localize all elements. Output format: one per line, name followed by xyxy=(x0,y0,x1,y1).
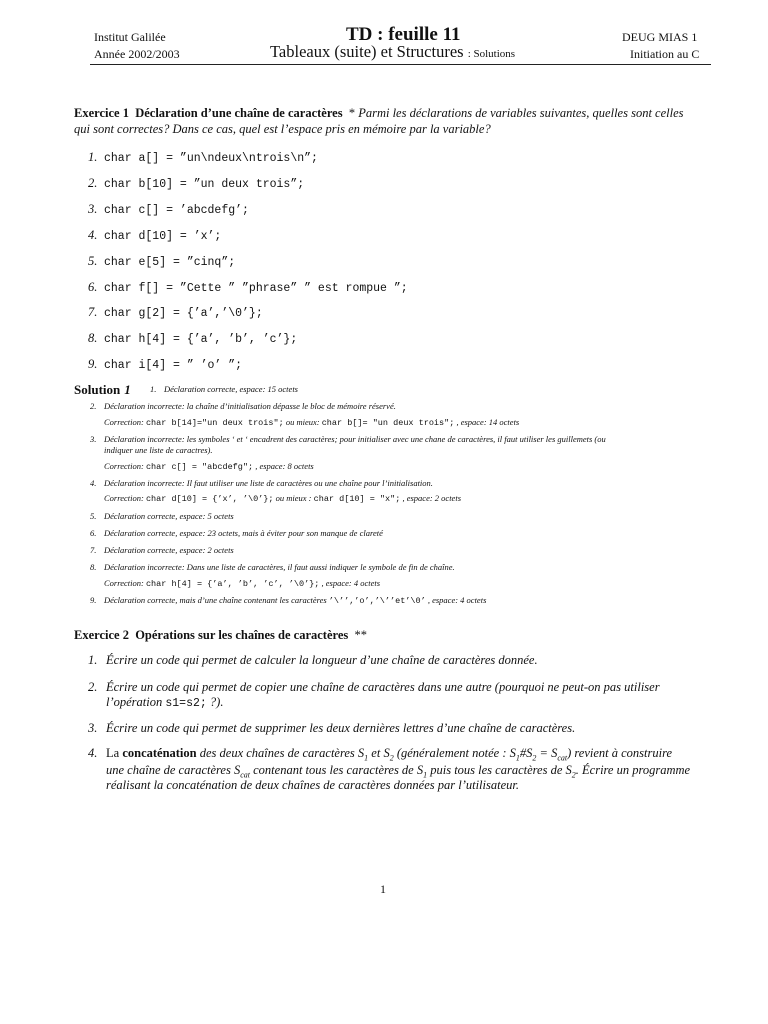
exercise2-item-4-line2: une chaîne de caractères $S_{cat}$ contenant tous les caractères de $S_1$ puis tous les caractères de $S_2$. Écrire un programme xyxy=(106,763,691,780)
solution-item-5: 5. Déclaration correcte, espace: 5 octets xyxy=(90,511,234,521)
solution-item-7: 7. Déclaration correcte, espace: 2 octets xyxy=(90,545,234,555)
exercise2-item-4: 4. La concaténation des deux chaînes de caractères $S_1$ et $S_2$ (généralement notée : $S_1\#S_2 = S_{cat}$) revient à construire xyxy=(88,746,673,763)
declaration-number: 6. xyxy=(88,280,98,294)
declaration-number: 8. xyxy=(88,331,98,345)
solution-item-2: 2. Déclaration incorrecte: la chaîne d’initialisation dépasse le bloc de mémoire réservé. xyxy=(90,401,396,411)
exercise1-question: qui sont correctes? Dans ce cas, quel est l’espace pris en mémoire par la variable? xyxy=(74,122,491,136)
exercise2-item-2-cont: l’opération s1=s2; ?). xyxy=(106,695,224,710)
declaration-number: 9. xyxy=(88,357,98,371)
academic-year: Année 2002/2003 xyxy=(94,47,180,61)
solution-correction-3: Correction: char c[] = "abcdefg"; , espace: 8 octets xyxy=(104,461,314,472)
solution-correction-4: Correction: char d[10] = {’x’, ’\0’}; ou mieux : char d[10] = "x"; , espace: 2 octets xyxy=(104,493,462,504)
exercise1-heading: Exercice 1 Déclaration d’une chaîne de caractères * Parmi les déclarations de variables suivantes, quelles sont celles xyxy=(74,106,684,120)
page-number: 1 xyxy=(380,882,386,896)
declaration-item xyxy=(88,331,297,346)
header-rule xyxy=(90,64,711,65)
declaration-item xyxy=(88,202,249,217)
declaration-item xyxy=(88,305,263,320)
solution-item-3: 3. Déclaration incorrecte: les symboles ‘ et ‘ encadrent des caractères; pour initialiser avec une chane de caractères, il faut utiliser les guillemets (ou xyxy=(90,434,606,444)
declaration-item xyxy=(88,254,235,269)
solution-item-4: 4. Déclaration incorrecte: Il faut utiliser une liste de caractères ou une chaîne pour l’initialisation. xyxy=(90,478,433,488)
solution-item-8: 8. Déclaration incorrecte: Dans une liste de caractères, il faut aussi indiquer le symbole de fin de chaîne. xyxy=(90,562,455,572)
solution-item-1: 1. Déclaration correcte, espace: 15 octets xyxy=(150,384,298,394)
institution: Institut Galilée xyxy=(94,30,166,44)
declaration-number: 5. xyxy=(88,254,98,268)
declaration-item xyxy=(88,357,242,372)
page-title: TD : feuille 11 xyxy=(346,24,461,45)
declaration-code: char a[] = ”un\ndeux\ntrois\n”; xyxy=(104,152,318,165)
declaration-item xyxy=(88,176,304,191)
declaration-number: 2. xyxy=(88,176,98,190)
page-subtitle: Tableaux (suite) et Structures : Solutions xyxy=(270,42,516,61)
exercise2-item-1: 1. Écrire un code qui permet de calculer la longueur d’une chaîne de caractères donnée. xyxy=(88,653,538,667)
declaration-number: 3. xyxy=(88,202,98,216)
solution-correction-8: Correction: char h[4] = {’a’, ’b’, ’c’, ’\0’}; , espace: 4 octets xyxy=(104,578,381,589)
declaration-code: char g[2] = {’a’,’\0’}; xyxy=(104,307,263,320)
exercise2-item-3: 3. Écrire un code qui permet de supprimer les deux dernières lettres d’une chaîne de caractères. xyxy=(88,721,576,735)
exercise2-heading: Exercice 2 Opérations sur les chaînes de caractères ** xyxy=(74,628,368,642)
exercise2-item-2: 2. Écrire un code qui permet de copier une chaîne de caractères dans une autre (pourquoi ne peut-on pas utiliser xyxy=(88,680,660,694)
solution-item-3-cont: indiquer une liste de caractres). xyxy=(104,445,213,455)
course-name: Initiation au C xyxy=(630,47,700,61)
declaration-code: char h[4] = {’a’, ’b’, ’c’}; xyxy=(104,333,298,346)
declaration-code: char b[10] = ”un deux trois”; xyxy=(104,178,305,191)
declaration-item xyxy=(88,150,318,165)
course-level: DEUG MIAS 1 xyxy=(622,30,698,44)
declaration-number: 7. xyxy=(88,305,98,319)
solution-correction-2: Correction: char b[14]="un deux trois"; ou mieux: char b[]= "un deux trois"; , espace: 14 octets xyxy=(104,417,520,428)
declaration-number: 1. xyxy=(88,150,98,164)
exercise2-item-4-line3: réalisant la concaténation de deux chaînes de caractères données par l’utilisateur. xyxy=(106,778,519,792)
declaration-item xyxy=(88,280,408,295)
declaration-code: char f[] = ”Cette ” ”phrase” ” est rompue ”; xyxy=(104,282,408,295)
declaration-code: char d[10] = ’x’; xyxy=(104,230,222,243)
solution-item-9: 9. Déclaration correcte, mais d’une chaîne contenant les caractères ’\’’,’o’,’\’’et’\0’ , espace: 4 octets xyxy=(90,595,487,606)
declaration-number: 4. xyxy=(88,228,98,242)
declaration-code: char e[5] = ”cinq”; xyxy=(104,256,236,269)
declaration-code: char i[4] = ” ’o’ ”; xyxy=(104,359,243,372)
solution-item-6: 6. Déclaration correcte, espace: 23 octets, mais à éviter pour son manque de clareté xyxy=(90,528,383,538)
declaration-code: char c[] = ’abcdefg’; xyxy=(104,204,249,217)
declaration-item xyxy=(88,228,221,243)
solution1-heading: Solution 1 xyxy=(74,382,131,397)
